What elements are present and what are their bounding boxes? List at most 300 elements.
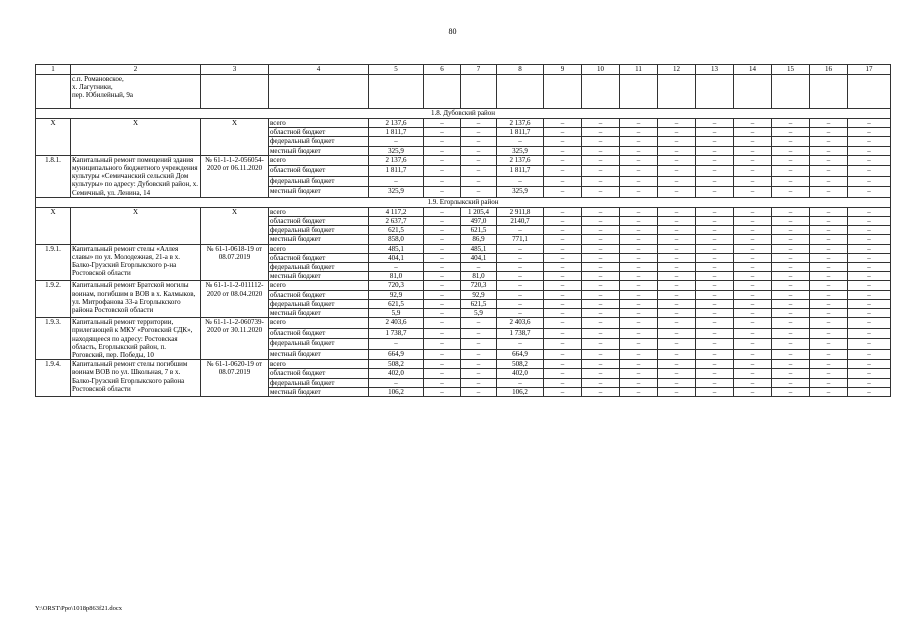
item-name: Капитальный ремонт территории, прилегающей к МКУ «Роговский СДК», находящееся по адресу: Ростовская область, Егорлыкский район, п. Роговский, пер. Победы, 10 [71, 318, 201, 360]
dash-cell: – [544, 328, 582, 339]
value-cell: 81,0 [369, 272, 424, 281]
value-cell: – [424, 328, 461, 339]
dash-cell: – [658, 349, 696, 360]
dash-cell: – [696, 387, 734, 396]
dash-cell: – [620, 299, 658, 308]
dash-cell: – [848, 263, 891, 272]
dash-cell: – [544, 176, 582, 187]
item-name: Капитальный ремонт помещений здания муниципального бюджетного учреждения культуры «Семичанский сельский Дом культуры» по адресу: Дубовский район, х. Семичный, ул. Ленина, 14 [71, 155, 201, 197]
value-cell: 664,9 [369, 349, 424, 360]
value-cell: 508,2 [497, 360, 544, 369]
dash-cell: – [582, 318, 620, 329]
dash-cell: – [734, 290, 772, 299]
dash-cell: – [544, 253, 582, 262]
dash-cell: – [544, 318, 582, 329]
dash-cell: – [658, 339, 696, 350]
table-row [36, 360, 891, 369]
value-cell: – [497, 253, 544, 262]
value-cell: – [369, 378, 424, 387]
dash-cell: – [658, 360, 696, 369]
dash-cell: – [582, 272, 620, 281]
dash-cell: – [696, 281, 734, 290]
dash-cell: – [582, 146, 620, 155]
dash-cell: – [810, 146, 848, 155]
dash-cell: – [772, 263, 810, 272]
dash-cell: – [658, 155, 696, 166]
value-cell: – [369, 339, 424, 350]
dash-cell: – [582, 309, 620, 318]
value-cell: – [497, 339, 544, 350]
dash-cell: – [810, 207, 848, 216]
dash-cell: – [696, 378, 734, 387]
dash-cell: – [544, 272, 582, 281]
dash-cell: – [848, 272, 891, 281]
continued-row [36, 75, 891, 109]
value-cell: 720,3 [369, 281, 424, 290]
funding-source: всего [269, 155, 369, 166]
dash-cell: – [810, 378, 848, 387]
dash-cell: – [658, 207, 696, 216]
dash-cell: – [810, 328, 848, 339]
value-cell: 4 117,2 [369, 207, 424, 216]
dash-cell: – [696, 176, 734, 187]
dash-cell: – [582, 226, 620, 235]
item-name: Капитальный ремонт стелы «Аллея славы» по ул. Молодежная, 21-а в х. Балко-Грузский Егорлыкского р-на Ростовской области [71, 244, 201, 281]
dash-cell: – [848, 146, 891, 155]
dash-cell: – [582, 253, 620, 262]
value-cell: 106,2 [369, 387, 424, 396]
funding-source: местный бюджет [269, 309, 369, 318]
dash-cell: – [620, 137, 658, 146]
dash-cell: – [544, 290, 582, 299]
funding-source: местный бюджет [269, 146, 369, 155]
dash-cell: – [582, 187, 620, 198]
dash-cell: – [734, 272, 772, 281]
dash-cell: – [696, 369, 734, 378]
dash-cell: – [696, 187, 734, 198]
value-cell: 2140,7 [497, 217, 544, 226]
funding-source: федеральный бюджет [269, 263, 369, 272]
value-cell: – [497, 137, 544, 146]
dash-cell: – [696, 119, 734, 128]
dash-cell: – [734, 253, 772, 262]
value-cell: – [424, 217, 461, 226]
funding-source: местный бюджет [269, 349, 369, 360]
value-cell: – [424, 387, 461, 396]
dash-cell: – [544, 339, 582, 350]
dash-cell: – [810, 360, 848, 369]
dash-cell: – [810, 339, 848, 350]
dash-cell: – [544, 281, 582, 290]
value-cell: – [497, 299, 544, 308]
dash-cell: – [734, 176, 772, 187]
dash-cell: – [810, 155, 848, 166]
value-cell: 106,2 [497, 387, 544, 396]
column-number: 8 [497, 65, 544, 75]
dash-cell: – [620, 166, 658, 177]
value-cell: 621,5 [461, 226, 497, 235]
dash-cell: – [734, 318, 772, 329]
value-cell: – [461, 146, 497, 155]
value-cell: – [424, 299, 461, 308]
table-row [36, 244, 891, 253]
dash-cell: – [734, 226, 772, 235]
dash-cell: – [772, 349, 810, 360]
dash-cell: – [696, 166, 734, 177]
dash-cell: – [658, 290, 696, 299]
dash-cell: – [810, 253, 848, 262]
dash-cell: – [582, 387, 620, 396]
value-cell: 404,1 [461, 253, 497, 262]
dash-cell: – [772, 176, 810, 187]
dash-cell: – [848, 244, 891, 253]
dash-cell: – [658, 146, 696, 155]
value-cell: 1 811,7 [369, 128, 424, 137]
column-number: 7 [461, 65, 497, 75]
value-cell: – [497, 244, 544, 253]
funding-source: областной бюджет [269, 328, 369, 339]
item-document: № 61-1-0620-19 от 08.07.2019 [201, 360, 269, 397]
value-cell: 2 137,6 [369, 119, 424, 128]
dash-cell: – [658, 137, 696, 146]
dash-cell: – [772, 166, 810, 177]
table-row [36, 155, 891, 166]
dash-cell: – [582, 166, 620, 177]
cell-empty [544, 75, 582, 109]
section-title: 1.9. Егорлыкский район [36, 197, 891, 207]
dash-cell: – [772, 328, 810, 339]
value-cell: 2 637,7 [369, 217, 424, 226]
dash-cell: – [658, 128, 696, 137]
funding-source: областной бюджет [269, 166, 369, 177]
value-cell: – [424, 235, 461, 244]
value-cell: – [461, 263, 497, 272]
dash-cell: – [772, 137, 810, 146]
value-cell: – [424, 378, 461, 387]
funding-source: местный бюджет [269, 235, 369, 244]
value-cell: – [461, 137, 497, 146]
dash-cell: – [658, 318, 696, 329]
cell-empty [658, 75, 696, 109]
column-number: 17 [848, 65, 891, 75]
value-cell: 2 911,8 [497, 207, 544, 216]
dash-cell: – [848, 378, 891, 387]
funding-source: всего [269, 119, 369, 128]
dash-cell: – [544, 119, 582, 128]
dash-cell: – [734, 128, 772, 137]
dash-cell: – [734, 217, 772, 226]
dash-cell: – [810, 272, 848, 281]
dash-cell: – [620, 360, 658, 369]
dash-cell: – [810, 187, 848, 198]
value-cell: 621,5 [369, 299, 424, 308]
value-cell: – [461, 387, 497, 396]
item-name: Капитальный ремонт Братской могилы воинам, погибшим в ВОВ в х. Калмыков, ул. Митрофанова 33-а Егорлыкского района Ростовской области [71, 281, 201, 318]
dash-cell: – [582, 235, 620, 244]
dash-cell: – [696, 328, 734, 339]
item-document: № 61-1-1-2-060739-2020 от 30.11.2020 [201, 318, 269, 360]
value-cell: – [424, 281, 461, 290]
dash-cell: – [848, 309, 891, 318]
dash-cell: – [772, 281, 810, 290]
dash-cell: – [658, 272, 696, 281]
dash-cell: – [810, 290, 848, 299]
dash-cell: – [620, 176, 658, 187]
dash-cell: – [620, 349, 658, 360]
column-number: 4 [269, 65, 369, 75]
dash-cell: – [544, 207, 582, 216]
dash-cell: – [544, 235, 582, 244]
dash-cell: – [810, 349, 848, 360]
dash-cell: – [544, 263, 582, 272]
dash-cell: – [696, 272, 734, 281]
dash-cell: – [620, 318, 658, 329]
value-cell: – [461, 369, 497, 378]
funding-source: федеральный бюджет [269, 339, 369, 350]
dash-cell: – [544, 299, 582, 308]
value-cell: 771,1 [497, 235, 544, 244]
dash-cell: – [772, 187, 810, 198]
dash-cell: – [848, 360, 891, 369]
dash-cell: – [734, 378, 772, 387]
value-cell: 92,9 [461, 290, 497, 299]
dash-cell: – [848, 235, 891, 244]
value-cell: – [424, 119, 461, 128]
item-number: 1.9.3. [36, 318, 71, 360]
column-number-row [36, 65, 891, 75]
dash-cell: – [734, 328, 772, 339]
dash-cell: – [696, 360, 734, 369]
dash-cell: – [772, 235, 810, 244]
dash-cell: – [696, 349, 734, 360]
dash-cell: – [848, 187, 891, 198]
value-cell: 5,9 [369, 309, 424, 318]
dash-cell: – [582, 217, 620, 226]
dash-cell: – [848, 155, 891, 166]
dash-cell: – [734, 281, 772, 290]
dash-cell: – [582, 281, 620, 290]
dash-cell: – [734, 119, 772, 128]
dash-cell: – [810, 119, 848, 128]
dash-cell: – [658, 217, 696, 226]
funding-source: всего [269, 207, 369, 216]
dash-cell: – [658, 166, 696, 177]
dash-cell: – [772, 360, 810, 369]
dash-cell: – [620, 309, 658, 318]
dash-cell: – [582, 349, 620, 360]
value-cell: 92,9 [369, 290, 424, 299]
dash-cell: – [810, 318, 848, 329]
item-document: X [201, 119, 269, 156]
dash-cell: – [810, 281, 848, 290]
dash-cell: – [848, 299, 891, 308]
value-cell: – [369, 176, 424, 187]
dash-cell: – [658, 176, 696, 187]
dash-cell: – [620, 281, 658, 290]
dash-cell: – [544, 360, 582, 369]
value-cell: – [461, 360, 497, 369]
dash-cell: – [658, 119, 696, 128]
value-cell: – [424, 360, 461, 369]
dash-cell: – [582, 176, 620, 187]
value-cell: 1 811,7 [497, 166, 544, 177]
funding-source: областной бюджет [269, 369, 369, 378]
dash-cell: – [810, 387, 848, 396]
value-cell: – [461, 128, 497, 137]
value-cell: – [424, 309, 461, 318]
column-number: 11 [620, 65, 658, 75]
dash-cell: – [734, 263, 772, 272]
dash-cell: – [772, 272, 810, 281]
value-cell: – [424, 369, 461, 378]
dash-cell: – [582, 263, 620, 272]
item-number: X [36, 207, 71, 244]
dash-cell: – [696, 290, 734, 299]
value-cell: – [497, 281, 544, 290]
value-cell: – [424, 226, 461, 235]
table-row [36, 318, 891, 329]
cell-empty [36, 75, 71, 109]
cell-empty [620, 75, 658, 109]
column-number: 3 [201, 65, 269, 75]
item-number: 1.9.1. [36, 244, 71, 281]
dash-cell: – [544, 137, 582, 146]
value-cell: – [461, 318, 497, 329]
dash-cell: – [848, 369, 891, 378]
budget-table [35, 64, 891, 397]
dash-cell: – [734, 235, 772, 244]
value-cell: – [424, 166, 461, 177]
value-cell: – [424, 244, 461, 253]
dash-cell: – [848, 253, 891, 262]
value-cell: 508,2 [369, 360, 424, 369]
section-title-row [36, 109, 891, 119]
dash-cell: – [620, 226, 658, 235]
dash-cell: – [734, 387, 772, 396]
dash-cell: – [658, 263, 696, 272]
dash-cell: – [620, 217, 658, 226]
dash-cell: – [544, 387, 582, 396]
dash-cell: – [848, 290, 891, 299]
value-cell: – [424, 339, 461, 350]
dash-cell: – [544, 226, 582, 235]
dash-cell: – [734, 155, 772, 166]
dash-cell: – [772, 253, 810, 262]
dash-cell: – [582, 128, 620, 137]
dash-cell: – [544, 155, 582, 166]
value-cell: – [497, 226, 544, 235]
value-cell: 2 403,6 [369, 318, 424, 329]
dash-cell: – [734, 309, 772, 318]
dash-cell: – [658, 328, 696, 339]
value-cell: – [497, 378, 544, 387]
item-document: № 61-1-1-2-011112-2020 от 08.04.2020 [201, 281, 269, 318]
dash-cell: – [696, 318, 734, 329]
dash-cell: – [582, 378, 620, 387]
dash-cell: – [734, 137, 772, 146]
dash-cell: – [734, 146, 772, 155]
value-cell: 325,9 [497, 146, 544, 155]
dash-cell: – [810, 299, 848, 308]
dash-cell: – [810, 244, 848, 253]
dash-cell: – [848, 176, 891, 187]
value-cell: 1 205,4 [461, 207, 497, 216]
dash-cell: – [620, 387, 658, 396]
value-cell: – [424, 318, 461, 329]
value-cell: 402,0 [497, 369, 544, 378]
dash-cell: – [810, 166, 848, 177]
funding-source: всего [269, 244, 369, 253]
dash-cell: – [696, 155, 734, 166]
value-cell: – [424, 176, 461, 187]
dash-cell: – [696, 226, 734, 235]
value-cell: – [461, 166, 497, 177]
value-cell: – [497, 309, 544, 318]
dash-cell: – [696, 128, 734, 137]
dash-cell: – [620, 119, 658, 128]
dash-cell: – [620, 378, 658, 387]
table-row [36, 281, 891, 290]
dash-cell: – [544, 369, 582, 378]
dash-cell: – [696, 235, 734, 244]
dash-cell: – [734, 166, 772, 177]
dash-cell: – [848, 207, 891, 216]
value-cell: 621,5 [461, 299, 497, 308]
column-number: 1 [36, 65, 71, 75]
value-cell: 325,9 [369, 146, 424, 155]
item-number: 1.9.2. [36, 281, 71, 318]
dash-cell: – [810, 369, 848, 378]
value-cell: 81,0 [461, 272, 497, 281]
dash-cell: – [810, 128, 848, 137]
dash-cell: – [582, 155, 620, 166]
dash-cell: – [772, 244, 810, 253]
footer-file-path: Y:\ORST\Ppo\1018p863f21.docx [35, 605, 122, 612]
cell-empty [424, 75, 461, 109]
dash-cell: – [620, 369, 658, 378]
dash-cell: – [658, 369, 696, 378]
funding-source: федеральный бюджет [269, 378, 369, 387]
value-cell: 1 738,7 [497, 328, 544, 339]
dash-cell: – [734, 207, 772, 216]
section-title-row [36, 197, 891, 207]
dash-cell: – [848, 349, 891, 360]
value-cell: 402,0 [369, 369, 424, 378]
dash-cell: – [696, 207, 734, 216]
continued-address: с.п. Романовское, х. Лагутники, пер. Юбилейный, 9а [71, 75, 201, 109]
dash-cell: – [696, 217, 734, 226]
cell-empty [696, 75, 734, 109]
funding-source: федеральный бюджет [269, 176, 369, 187]
dash-cell: – [696, 263, 734, 272]
dash-cell: – [848, 328, 891, 339]
dash-cell: – [734, 187, 772, 198]
cell-empty [582, 75, 620, 109]
value-cell: – [424, 290, 461, 299]
dash-cell: – [658, 309, 696, 318]
dash-cell: – [544, 166, 582, 177]
dash-cell: – [772, 290, 810, 299]
column-number: 6 [424, 65, 461, 75]
value-cell: – [424, 272, 461, 281]
funding-source: областной бюджет [269, 217, 369, 226]
dash-cell: – [696, 299, 734, 308]
funding-source: федеральный бюджет [269, 226, 369, 235]
dash-cell: – [620, 187, 658, 198]
value-cell: – [424, 146, 461, 155]
dash-cell: – [772, 128, 810, 137]
dash-cell: – [848, 217, 891, 226]
